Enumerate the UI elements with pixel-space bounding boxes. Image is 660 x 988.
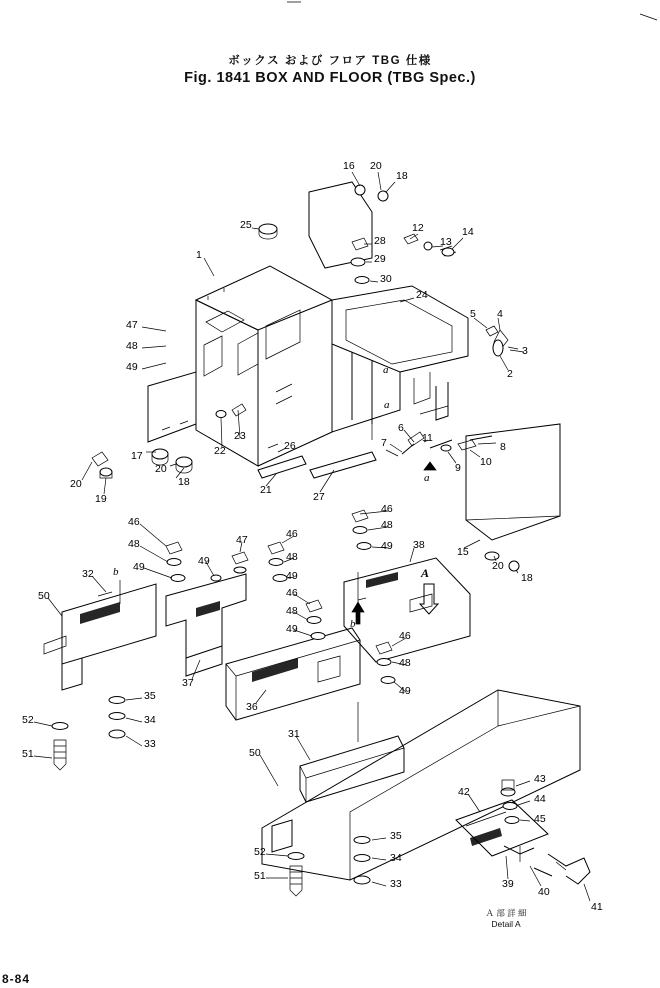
callout-22: 22: [214, 445, 226, 457]
callout-47b: 47: [236, 534, 248, 546]
callout-48e: 48: [399, 657, 411, 669]
callout-41: 41: [591, 901, 603, 913]
callout-52a: 52: [22, 714, 34, 726]
callout-46e: 46: [399, 630, 411, 642]
callout-30: 30: [380, 273, 392, 285]
title-english: Fig. 1841 BOX AND FLOOR (TBG Spec.): [184, 70, 476, 86]
callout-18c: 18: [521, 572, 533, 584]
callout-33b: 33: [390, 878, 402, 890]
callout-43: 43: [534, 773, 546, 785]
callout-46c: 46: [286, 528, 298, 540]
callout-46a: 46: [381, 503, 393, 515]
callout-48d: 48: [286, 605, 298, 617]
callout-49f: 49: [399, 685, 411, 697]
callout-39: 39: [502, 878, 514, 890]
callout-13: 13: [440, 236, 452, 248]
page-number: 8-84: [2, 972, 31, 986]
detail-caption-en: Detail A: [491, 918, 521, 929]
callout-12: 12: [412, 222, 424, 234]
callout-32: 32: [82, 568, 94, 580]
section-mark-a3: a: [424, 472, 430, 484]
callout-3: 3: [522, 345, 528, 357]
callout-18: 18: [396, 170, 408, 182]
callout-48a: 48: [381, 519, 393, 531]
callout-20b: 20: [155, 463, 167, 475]
callout-16: 16: [343, 160, 355, 172]
callout-34b: 34: [390, 852, 402, 864]
callout-49e: 49: [198, 555, 210, 567]
detail-caption-jp: Ａ 部 詳 細: [485, 908, 527, 918]
callout-11: 11: [422, 432, 433, 444]
callout-44: 44: [534, 793, 546, 805]
callout-19: 19: [95, 493, 107, 505]
section-mark-A: A: [421, 566, 430, 580]
callout-48c: 48: [286, 551, 298, 563]
callout-25: 25: [240, 219, 252, 231]
callout-21: 21: [260, 484, 272, 496]
callout-17: 17: [131, 450, 143, 462]
callout-6: 6: [398, 422, 404, 434]
callout-50b: 50: [249, 747, 261, 759]
callout-46d: 46: [286, 587, 298, 599]
callout-20: 20: [370, 160, 382, 172]
callout-50a: 50: [38, 590, 50, 602]
callout-35a: 35: [144, 690, 156, 702]
callout-49c: 49: [286, 570, 298, 582]
callout-31: 31: [288, 728, 300, 740]
callout-15: 15: [457, 546, 469, 558]
callout-36: 36: [246, 701, 258, 713]
callout-26: 26: [284, 440, 296, 452]
callout-35b: 35: [390, 830, 402, 842]
callout-4: 4: [497, 308, 503, 320]
callout-51a: 51: [22, 748, 34, 760]
callout-23: 23: [234, 430, 246, 442]
callout-14: 14: [462, 226, 474, 238]
callout-49d: 49: [286, 623, 298, 635]
callout-37: 37: [182, 677, 194, 689]
callout-51b: 51: [254, 870, 266, 882]
detail-caption: [446, 908, 566, 929]
callout-49b: 49: [133, 561, 145, 573]
callout-20c: 20: [70, 478, 82, 490]
title-japanese: ボックス および フロア TBG 仕様: [228, 55, 432, 67]
callout-46b: 46: [128, 516, 140, 528]
callout-27: 27: [313, 491, 325, 503]
callout-48b: 48: [128, 538, 140, 550]
callout-49a: 49: [381, 540, 393, 552]
section-mark-a1: a: [383, 364, 389, 376]
callout-9: 9: [455, 462, 461, 474]
section-mark-b2: b: [350, 618, 356, 630]
callout-5: 5: [470, 308, 476, 320]
section-mark-a2: a: [384, 399, 390, 411]
callout-34a: 34: [144, 714, 156, 726]
callout-20d: 20: [492, 560, 504, 572]
callout-38: 38: [413, 539, 425, 551]
callout-29: 29: [374, 253, 386, 265]
callout-45: 45: [534, 813, 546, 825]
callout-10: 10: [480, 456, 492, 468]
callout-33a: 33: [144, 738, 156, 750]
callout-1: 1: [196, 249, 202, 261]
callout-28: 28: [374, 235, 386, 247]
callout-48: 48: [126, 340, 138, 352]
callout-18b: 18: [178, 476, 190, 488]
callout-8: 8: [500, 441, 506, 453]
callout-49: 49: [126, 361, 138, 373]
callout-52b: 52: [254, 846, 266, 858]
callout-40: 40: [538, 886, 550, 898]
callout-2: 2: [507, 368, 513, 380]
callout-42: 42: [458, 786, 470, 798]
callout-47: 47: [126, 319, 138, 331]
callout-24: 24: [416, 289, 428, 301]
section-mark-b1: b: [113, 566, 119, 578]
callout-7: 7: [381, 437, 387, 449]
